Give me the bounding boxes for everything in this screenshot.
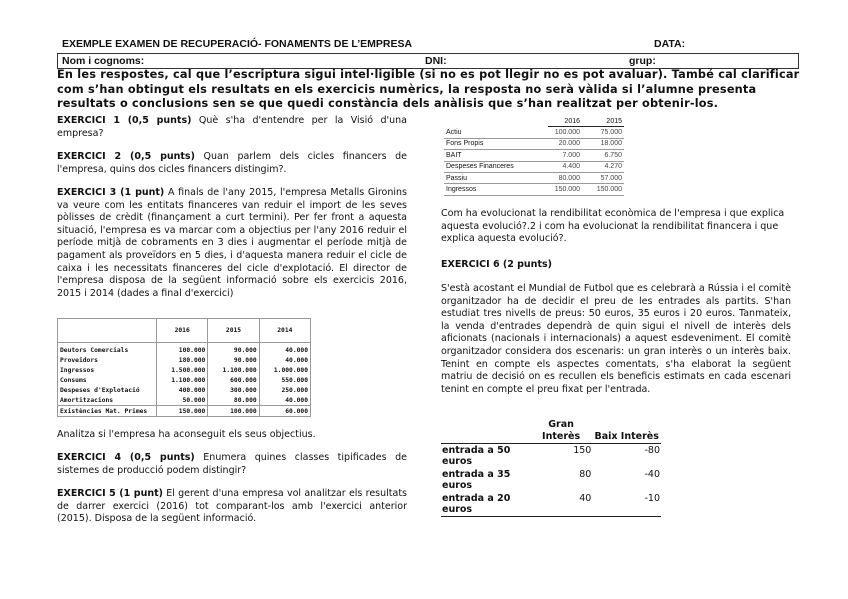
dni-label: DNI: <box>425 55 447 67</box>
cell: 1.100.000 <box>208 366 259 376</box>
exercise-3-heading: EXERCICI 3 (1 punt) <box>57 187 165 198</box>
table-row <box>441 444 661 469</box>
exercise-1-heading: EXERCICI 1 (0,5 punts) <box>57 115 192 126</box>
table-row <box>444 184 624 195</box>
cell: 250.000 <box>259 386 310 396</box>
name-label: Nom i cognoms: <box>62 55 145 67</box>
row-label: Consums <box>60 377 87 385</box>
table-row <box>58 395 311 405</box>
cell: -40 <box>644 469 660 480</box>
cell: 1.100.000 <box>157 376 208 386</box>
cell: 6.750 <box>582 150 624 161</box>
cell: 40.000 <box>259 395 310 405</box>
column-header: 2015 <box>208 319 259 343</box>
exercise-5-question: Com ha evolucionat la rendibilitat econòmica de l'empresa i que explica aquesta evolució?.2 i com ha evolucionat la rendibilitat financera i que explica aquesta evolució?. <box>441 208 785 245</box>
cell: 40.000 <box>259 356 310 366</box>
exercise-5-text: El gerent d'una empresa vol analitzar els resultats de darrer exercici (2016) tot comparant-los amb l'exercici anterior (2015). Disposa de la següent informació. <box>57 488 408 525</box>
cell: 4.400 <box>548 161 582 172</box>
table-row <box>441 468 661 492</box>
row-label: Ingressos <box>60 367 95 375</box>
exercise-4 <box>57 452 407 477</box>
cell: 20.000 <box>548 138 582 149</box>
group-label: grup: <box>629 55 656 67</box>
exercise-5 <box>57 488 407 526</box>
cell: 40 <box>530 492 593 517</box>
exam-title: EXEMPLE EXAMEN DE RECUPERACIÓ- FONAMENTS DE L’EMPRESA <box>62 38 413 50</box>
row-label: BAIT <box>444 150 548 161</box>
table-row <box>58 356 311 366</box>
cell: 1.500.000 <box>157 366 208 376</box>
cell: 150.000 <box>582 184 624 195</box>
financial-table <box>444 116 624 196</box>
table-row <box>444 138 624 149</box>
cell: 18.000 <box>582 138 624 149</box>
table-header-row <box>441 418 661 444</box>
column-header: 2015 <box>582 116 624 127</box>
cell: 150.000 <box>157 406 208 417</box>
cell: 80.000 <box>208 395 259 405</box>
column-header: 2016 <box>157 319 208 343</box>
table-row <box>441 492 661 517</box>
cell: 150 <box>573 445 592 456</box>
cell: 300.000 <box>208 386 259 396</box>
cell: 100.000 <box>157 343 208 356</box>
cell: 80.000 <box>548 172 582 183</box>
cell: -80 <box>644 445 660 456</box>
exercise-6-heading <box>441 259 791 272</box>
column-header: Baix Interès <box>592 418 661 444</box>
table-row <box>444 127 624 138</box>
exercise-6-title: EXERCICI 6 (2 punts) <box>441 259 552 270</box>
exercise-3-question: Analitza si l'empresa ha aconseguit els seus objectius. <box>57 429 316 440</box>
cell: 7.000 <box>548 150 582 161</box>
cell: 550.000 <box>259 376 310 386</box>
table-row <box>58 386 311 396</box>
row-label: entrada a 20 euros <box>441 492 530 517</box>
cell: 50.000 <box>157 395 208 405</box>
table-row <box>58 343 311 356</box>
cell: 90.000 <box>208 343 259 356</box>
cell: 57.000 <box>582 172 624 183</box>
student-info-box <box>57 53 799 69</box>
cell: -10 <box>592 492 661 517</box>
row-label: entrada a 35 euros <box>442 469 511 491</box>
exercise-4-text: Enumera quines classes tipificades de sistemes de producció podem distingir? <box>57 452 407 476</box>
exercise-3-table <box>57 318 311 417</box>
row-label: Fons Propis <box>444 138 548 149</box>
cell: 60.000 <box>259 406 310 417</box>
cell: 150.000 <box>548 184 582 195</box>
row-label: Existències Mat. Primes <box>58 406 157 417</box>
exercise-5-heading: EXERCICI 5 (1 punt) <box>57 488 164 499</box>
exercise-1-text: Què s'ha d'entendre per la Visió d'una empresa? <box>57 115 407 139</box>
cell: 100.000 <box>208 406 259 417</box>
row-label: Actiu <box>446 128 462 136</box>
table-row <box>444 172 624 183</box>
row-label: entrada a 50 euros <box>442 445 511 467</box>
exercise-3-text: A finals de l'any 2015, l'empresa Metalls Gironins va veure com les entitats financeres van reduir el import de les seves pòlisses de crèdit (finançament a curt termini). Per fer front a aquesta situació, l'empresa es va marcar com a objectius per l'any 2016 reduir el període mitjà de cobraments en 3 dies i augmentar el període mitjà de pagament als proveïdors en 5 dies, i d'aquesta manera reduir el cicle de caixa i les necessitats financeres del cicle d'explotació. El director de l'empresa disposa de la següent informació sobre els exercicis 2016, 2015 i 2014 (dades a final d'exercici) <box>57 187 407 299</box>
cell: 4.270 <box>582 161 624 172</box>
row-label: Ingressos <box>444 184 548 195</box>
cell: 40.000 <box>259 343 310 356</box>
exercise-2-heading: EXERCICI 2 (0,5 punts) <box>57 151 195 162</box>
cell: 90.000 <box>208 356 259 366</box>
cell: 75.000 <box>600 129 622 137</box>
table-row <box>444 150 624 161</box>
row-label: Deutors Comercials <box>60 347 129 355</box>
exercise-4-heading: EXERCICI 4 (0,5 punts) <box>57 452 195 463</box>
decision-matrix <box>441 418 661 517</box>
table-header-row <box>58 319 311 343</box>
table-row <box>444 161 624 172</box>
cell: 400.000 <box>157 386 208 396</box>
row-label: Proveïdors <box>60 357 98 365</box>
exercise-1 <box>57 115 407 140</box>
exercise-2 <box>57 151 407 176</box>
cell: 600.000 <box>208 376 259 386</box>
table-row <box>58 366 311 376</box>
exercise-6-text: S'està acostant el Mundial de Futbol que es celebrarà a Rússia i el comitè organitzador ha de decidir el preu de les entrades als partits. S'han estudiat tres nivells de preus: 50 euros, 35 euros i 20 euros. Tanmateix, la venda d'entrades dependrà de quin sigui el nivell de interès dels aficionats (nacionals i internacionals) a aquest esdeveniment. El comitè organitzador considera dos escenaris: un gran interès o un interès baix. Tenint en compte els aspectes comentats, s'ha elaborat la següent matriu de decisió on es recullen els beneficis estimats en cada escenari tenint en compte el preu fixat per l'entrada. <box>441 283 791 395</box>
table-row <box>58 406 311 417</box>
row-label: Amortitzacions <box>60 396 114 404</box>
instructions: En les respostes, cal que l’escriptura sigui intel·ligible (si no es pot llegir no es pot avaluar). També cal clarificar com s’han obtingut els resultats en els exercicis numèrics, la resposta no serà vàlida si l’alumne presenta resultats o conclusions sen se que quedi constància dels anàlisis que s’han realitzat per obtenir-los. <box>57 68 800 110</box>
column-header: 2016 <box>548 116 582 127</box>
date-label: DATA: <box>654 38 686 50</box>
column-header: 2014 <box>259 319 310 343</box>
row-label: Despeses Financeres <box>444 161 548 172</box>
exercise-3 <box>57 187 407 300</box>
column-header: Gran Interès <box>530 418 593 444</box>
table-header-row <box>444 116 624 127</box>
table-row <box>58 376 311 386</box>
cell: 1.000.000 <box>259 366 310 376</box>
row-label: Passiu <box>444 172 548 183</box>
row-label: Despeses d'Explotació <box>60 387 140 394</box>
cell: 80 <box>579 469 592 480</box>
cell: 180.000 <box>157 356 208 366</box>
exercise-2-text: Quan parlem dels cicles financers de l'empresa, quins dos cicles financers distingim?. <box>57 151 407 175</box>
cell: 100.000 <box>554 129 580 137</box>
